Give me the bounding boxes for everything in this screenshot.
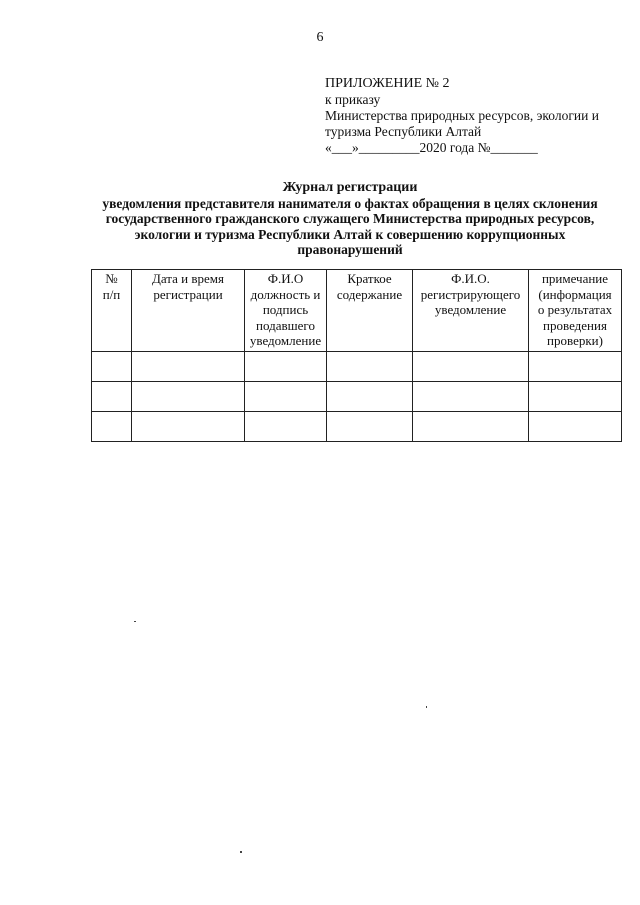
header-number	[92, 270, 132, 352]
header-text: Дата и время	[152, 271, 224, 286]
header-text: регистрации	[153, 286, 223, 302]
scan-speck	[134, 621, 136, 622]
header-submitter	[245, 270, 327, 352]
journal-title: Журнал регистрации	[282, 180, 418, 195]
appendix-date-line: «___»_________2020 года №_______	[325, 140, 538, 155]
journal-subtitle-line: государственного гражданского служащего Министерства природных ресурсов,	[105, 211, 595, 226]
appendix-line: Министерства природных ресурсов, экологии и	[325, 108, 599, 123]
journal-subtitle-line: правонарушений	[297, 242, 403, 257]
header-text: п/п	[102, 286, 121, 302]
journal-title-block	[100, 180, 600, 258]
table-cell	[529, 381, 622, 411]
table-cell	[529, 351, 622, 381]
scan-speck	[240, 851, 242, 853]
appendix-line: к приказу	[325, 92, 381, 107]
journal-subtitle-line: уведомления представителя нанимателя о фактах обращения в целях склонения	[102, 195, 598, 211]
table-cell	[132, 411, 245, 441]
table-row	[92, 351, 622, 381]
table-cell	[413, 351, 529, 381]
header-text: подавшего	[256, 317, 315, 333]
table-cell	[327, 381, 413, 411]
header-text: о результатах	[537, 302, 613, 317]
table-cell	[245, 411, 327, 441]
header-registration-datetime	[132, 270, 245, 352]
header-registrar	[413, 270, 529, 352]
header-note	[529, 270, 622, 352]
appendix-block	[325, 76, 625, 156]
table-cell	[327, 411, 413, 441]
header-text: регистрирующего	[420, 286, 521, 302]
table-cell	[413, 381, 529, 411]
header-text: уведомление	[434, 302, 507, 317]
table-cell	[327, 351, 413, 381]
table-cell	[413, 411, 529, 441]
header-text: должность и	[250, 286, 321, 302]
scan-speck	[426, 706, 427, 708]
header-text: подпись	[262, 302, 309, 317]
header-text: Краткое	[347, 271, 392, 286]
table-cell	[92, 351, 132, 381]
header-summary	[327, 270, 413, 352]
header-text: №	[105, 271, 118, 286]
table-cell	[92, 411, 132, 441]
header-text: Ф.И.О.	[451, 271, 490, 286]
table-cell	[92, 381, 132, 411]
journal-subtitle-line: экологии и туризма Республики Алтай к совершению коррупционных	[134, 226, 566, 242]
header-text: проведения	[543, 317, 607, 333]
header-text: (информация	[538, 286, 612, 302]
appendix-line: туризма Республики Алтай	[325, 124, 482, 139]
table-cell	[132, 381, 245, 411]
table-cell	[245, 351, 327, 381]
header-text: Ф.И.О	[267, 271, 304, 286]
table-cell	[529, 411, 622, 441]
page-number: 6	[316, 30, 324, 45]
registration-table	[91, 269, 622, 442]
header-text: примечание	[541, 271, 609, 286]
table-cell	[245, 381, 327, 411]
header-text: проверки)	[547, 333, 603, 348]
appendix-heading: ПРИЛОЖЕНИЕ № 2	[325, 76, 450, 91]
table-row	[92, 381, 622, 411]
header-text: уведомление	[249, 333, 322, 348]
table-row	[92, 411, 622, 441]
table-cell	[132, 351, 245, 381]
table-header-row	[92, 270, 622, 352]
header-text: содержание	[336, 286, 403, 302]
